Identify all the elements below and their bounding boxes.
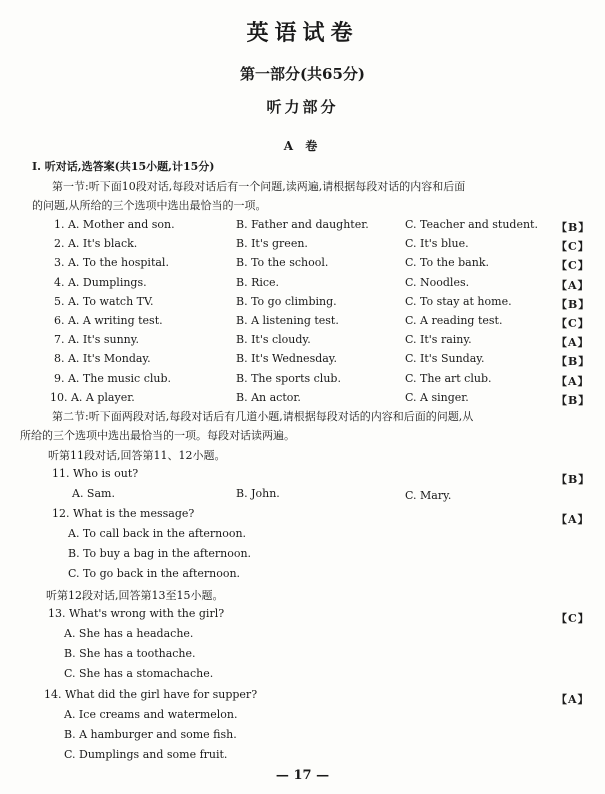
item-7-option-c: C. It's rainy. — [405, 333, 472, 347]
option-13-c: C. She has a stomachache. — [64, 667, 214, 680]
item-8-option-b: B. It's Wednesday. — [236, 352, 338, 366]
item-4-option-b: B. Rice. — [236, 275, 280, 289]
item-6-option-a: 6. A. A writing test. — [54, 314, 163, 327]
option-14-b: B. A hamburger and some fish. — [64, 728, 237, 741]
section1-heading: I. 听对话,选答案(共15小题,计15分) — [32, 160, 215, 173]
item-8-answer: 【B】 — [556, 355, 591, 369]
question-11: 11. Who is out? — [52, 467, 139, 480]
item-1-option-a: 1. A. Mother and son. — [54, 218, 175, 231]
option-14-c: C. Dumplings and some fruit. — [64, 748, 228, 761]
item-2-option-b: B. It's green. — [236, 237, 308, 251]
item-6-answer: 【C】 — [556, 317, 590, 330]
answer-13: 【C】 — [556, 612, 590, 625]
item-8-option-a: 8. A. It's Monday. — [54, 352, 151, 366]
item-1-answer: 【B】 — [556, 221, 591, 234]
dialog-11-instruction: 听第11段对话,回答第11、12小题。 — [48, 449, 226, 462]
question-13: 13. What's wrong with the girl? — [48, 607, 225, 620]
item-2-option-c: C. It's blue. — [405, 237, 469, 251]
item-3-answer: 【C】 — [556, 259, 590, 273]
item-4-answer: 【A】 — [556, 278, 590, 292]
item-9-answer: 【A】 — [556, 374, 590, 388]
option-11-b: B. John. — [236, 487, 280, 500]
item-5-option-a: 5. A. To watch TV. — [54, 294, 154, 308]
section2-instruction-2: 所给的三个选项中选出最恰当的一项。每段对话读两遍。 — [20, 429, 295, 442]
item-9-option-a: 9. A. The music club. — [54, 371, 171, 385]
answer-12: 【A】 — [556, 513, 590, 526]
option-14-a: A. Ice creams and watermelon. — [64, 708, 238, 721]
item-5-answer: 【B】 — [556, 297, 591, 311]
item-9-option-c: C. The art club. — [405, 371, 492, 385]
question-12: 12. What is the message? — [52, 507, 195, 520]
volume-heading: A 卷 — [283, 139, 322, 153]
option-11-a: A. Sam. — [72, 487, 115, 500]
option-12-b: B. To buy a bag in the afternoon. — [68, 547, 252, 560]
item-6-option-c: C. A reading test. — [405, 314, 503, 327]
answer-14: 【A】 — [556, 693, 590, 706]
listening-heading: 听力部分 — [266, 98, 339, 116]
part-heading: 第一部分(共65分) — [239, 65, 366, 83]
page-title: 英语试卷 — [246, 20, 359, 46]
item-4-option-c: C. Noodles. — [405, 275, 470, 289]
item-2-option-a: 2. A. It's black. — [54, 237, 138, 251]
option-12-c: C. To go back in the afternoon. — [68, 567, 241, 580]
page-number: — 17 — — [275, 768, 330, 783]
option-13-b: B. She has a toothache. — [64, 647, 196, 660]
item-10-option-a: 10. A. A player. — [50, 390, 135, 404]
item-3-option-c: C. To the bank. — [405, 256, 489, 270]
item-3-option-a: 3. A. To the hospital. — [54, 256, 169, 270]
item-10-option-c: C. A singer. — [405, 390, 469, 404]
item-10-answer: 【B】 — [556, 393, 591, 407]
item-7-answer: 【A】 — [556, 336, 590, 350]
section2-instruction-1: 第二节:听下面两段对话,每段对话后有几道小题,请根据每段对话的内容和后面的问题,从 — [52, 410, 474, 423]
item-4-option-a: 4. A. Dumplings. — [54, 275, 147, 289]
question-14: 14. What did the girl have for supper? — [44, 688, 258, 701]
item-5-option-b: B. To go climbing. — [236, 294, 337, 308]
item-7-option-b: B. It's cloudy. — [236, 333, 311, 347]
item-5-option-c: C. To stay at home. — [405, 294, 512, 308]
item-9-option-b: B. The sports club. — [236, 371, 341, 385]
item-2-answer: 【C】 — [556, 240, 590, 254]
option-13-a: A. She has a headache. — [64, 627, 194, 640]
option-12-a: A. To call back in the afternoon. — [68, 527, 247, 540]
dialog-12-instruction: 听第12段对话,回答第13至15小题。 — [46, 589, 224, 602]
item-1-option-b: B. Father and daughter. — [236, 218, 369, 231]
option-11-c: C. Mary. — [405, 489, 452, 502]
item-7-option-a: 7. A. It's sunny. — [54, 333, 140, 347]
answer-11: 【B】 — [556, 473, 591, 486]
item-1-option-c: C. Teacher and student. — [405, 218, 538, 231]
item-6-option-b: B. A listening test. — [236, 314, 339, 327]
section1-instruction-2: 的问题,从所给的三个选项中选出最恰当的一项。 — [32, 199, 267, 212]
item-3-option-b: B. To the school. — [236, 256, 329, 270]
section1-instruction-1: 第一节:听下面10段对话,每段对话后有一个问题,读两遍,请根据每段对话的内容和后面 — [52, 180, 466, 193]
item-10-option-b: B. An actor. — [236, 390, 301, 404]
item-8-option-c: C. It's Sunday. — [405, 352, 485, 366]
